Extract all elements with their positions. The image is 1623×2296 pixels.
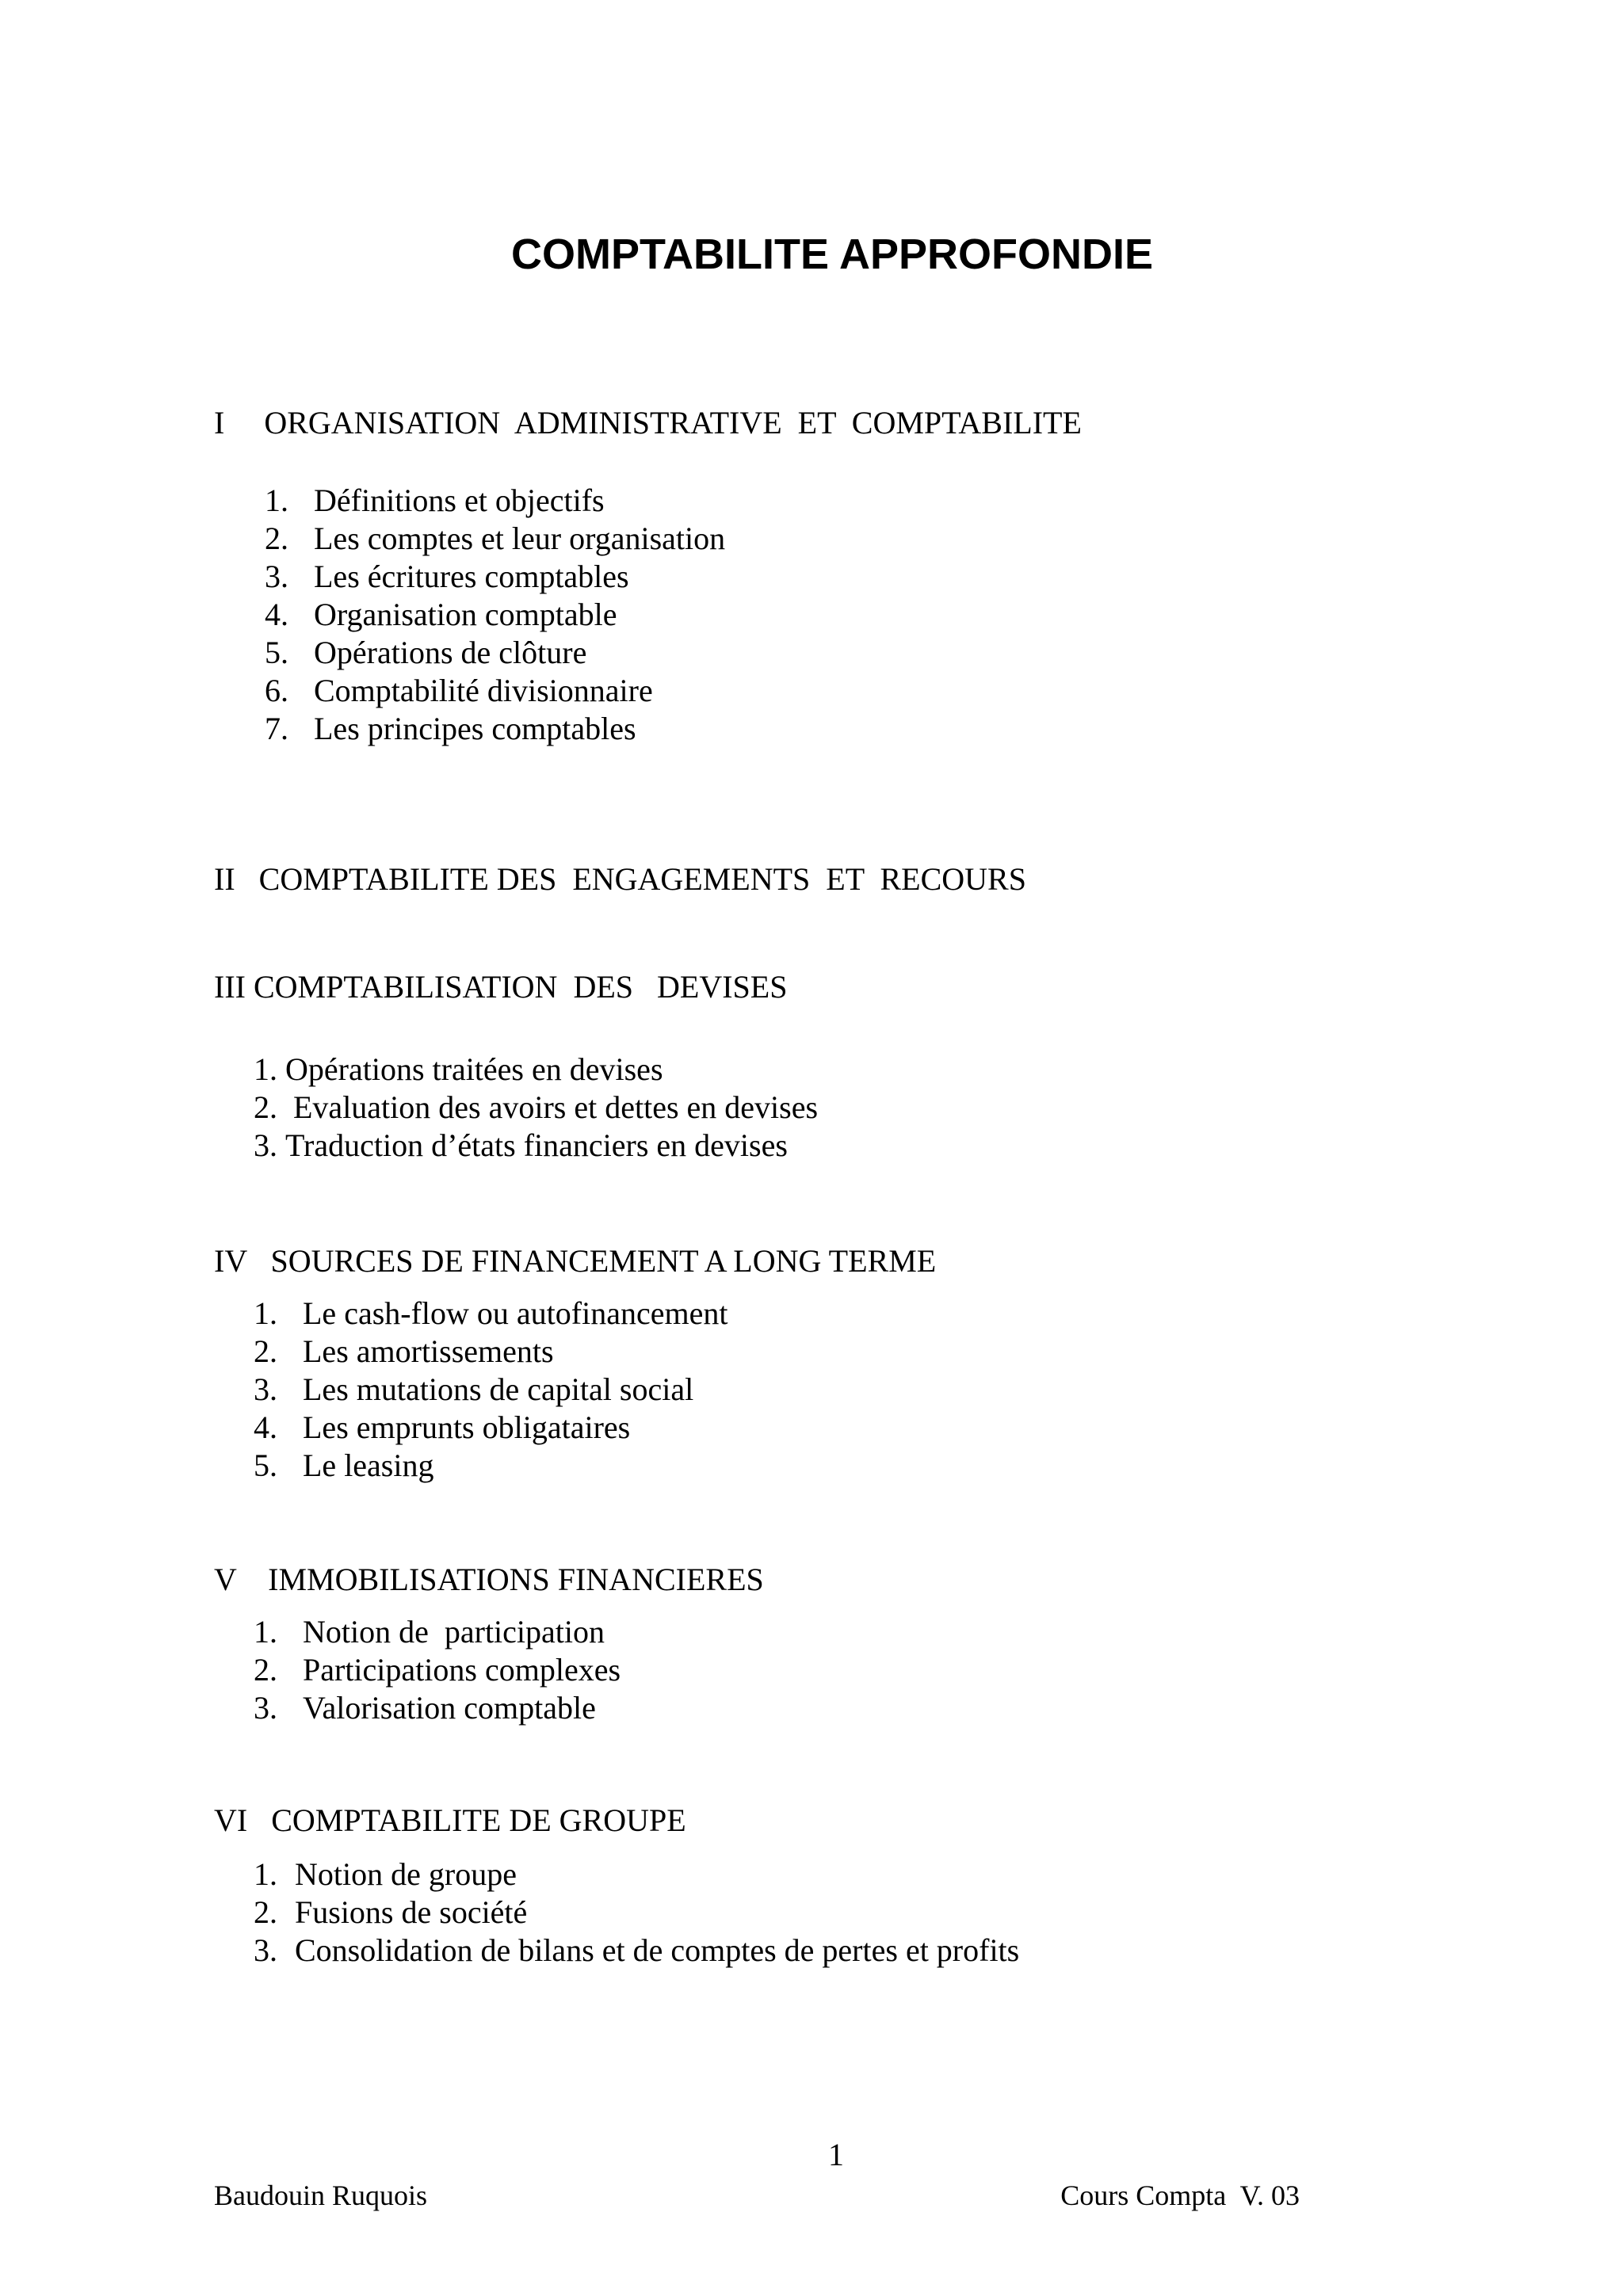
list-item [254,1127,788,1165]
list-item [254,1613,605,1651]
list-item [254,1333,554,1371]
list-item [265,634,586,672]
list-item-text: Traduction d’états financiers en devises [285,1127,788,1163]
list-item-text: Participations complexes [303,1652,621,1688]
list-item [265,520,725,558]
list-item [254,1051,663,1089]
list-item-number: 2. [254,1333,277,1369]
list-item-text: Les comptes et leur organisation [314,521,726,556]
list-item [265,596,617,634]
list-item-text: Le leasing [303,1447,434,1483]
list-item-number: 4. [254,1409,277,1445]
list-item [254,1371,693,1409]
list-item-text: Définitions et objectifs [314,482,605,518]
list-item [265,558,629,596]
list-item-text: Les amortissements [303,1333,554,1369]
list-item-text: Valorisation comptable [303,1690,596,1726]
list-item-number: 4. [265,597,288,632]
list-item-number: 2. [254,1894,277,1930]
list-item-number: 2. [254,1089,277,1125]
list-item [265,672,653,710]
list-item [254,1689,596,1727]
document-title: COMPTABILITE APPROFONDIE [511,231,1153,278]
list-item-text: Les emprunts obligataires [303,1409,631,1445]
list-item-number: 2. [265,521,288,556]
footer-author: Baudouin Ruquois [214,2180,428,2211]
list-item [254,1894,527,1932]
list-item-text: Fusions de société [295,1894,528,1930]
list-item-text: Notion de participation [303,1614,605,1650]
list-item [254,1089,818,1127]
list-item-text: Les écritures comptables [314,559,629,594]
section-heading-4: IV SOURCES DE FINANCEMENT A LONG TERME [214,1243,937,1279]
list-item-text: Organisation comptable [314,597,617,632]
list-item [254,1409,630,1447]
section-heading-1: I ORGANISATION ADMINISTRATIVE ET COMPTABILITE [214,405,1082,441]
list-item-text: Opérations de clôture [314,635,587,670]
list-item-text: Comptabilité divisionnaire [314,673,653,708]
list-item-number: 1. [254,1295,277,1331]
list-item-number: 5. [254,1447,277,1483]
list-item-number: 3. [265,559,288,594]
footer-course: Cours Compta V. 03 [1060,2180,1300,2211]
list-item-text: Le cash-flow ou autofinancement [303,1295,728,1331]
list-item-number: 1. [254,1051,277,1087]
list-item-number: 5. [265,635,288,670]
list-item-number: 2. [254,1652,277,1688]
list-item [254,1651,621,1689]
list-item [254,1295,727,1333]
list-item [254,1447,434,1485]
list-item-number: 3. [254,1690,277,1726]
list-item-text: Les mutations de capital social [303,1371,694,1407]
list-item-text: Evaluation des avoirs et dettes en devises [285,1089,819,1125]
list-item-number: 6. [265,673,288,708]
list-item-number: 1. [254,1614,277,1650]
section-heading-3: III COMPTABILISATION DES DEVISES [214,969,788,1005]
list-item-number: 3. [254,1932,277,1968]
section-heading-2: II COMPTABILITE DES ENGAGEMENTS ET RECOURS [214,861,1026,897]
list-item-text: Consolidation de bilans et de comptes de pertes et profits [295,1932,1020,1968]
list-item-number: 3. [254,1127,277,1163]
list-item-text: Opérations traitées en devises [285,1051,663,1087]
list-item-number: 7. [265,711,288,746]
list-item [254,1855,517,1894]
list-item [265,710,636,748]
list-item-number: 1. [254,1856,277,1892]
list-item-number: 1. [265,482,288,518]
page-number: 1 [828,2137,844,2172]
list-item [265,482,605,520]
section-heading-5: V IMMOBILISATIONS FINANCIERES [214,1562,764,1597]
list-item [254,1932,1019,1970]
list-item-text: Les principes comptables [314,711,636,746]
section-heading-6: VI COMPTABILITE DE GROUPE [214,1802,686,1838]
list-item-text: Notion de groupe [295,1856,517,1892]
list-item-number: 3. [254,1371,277,1407]
